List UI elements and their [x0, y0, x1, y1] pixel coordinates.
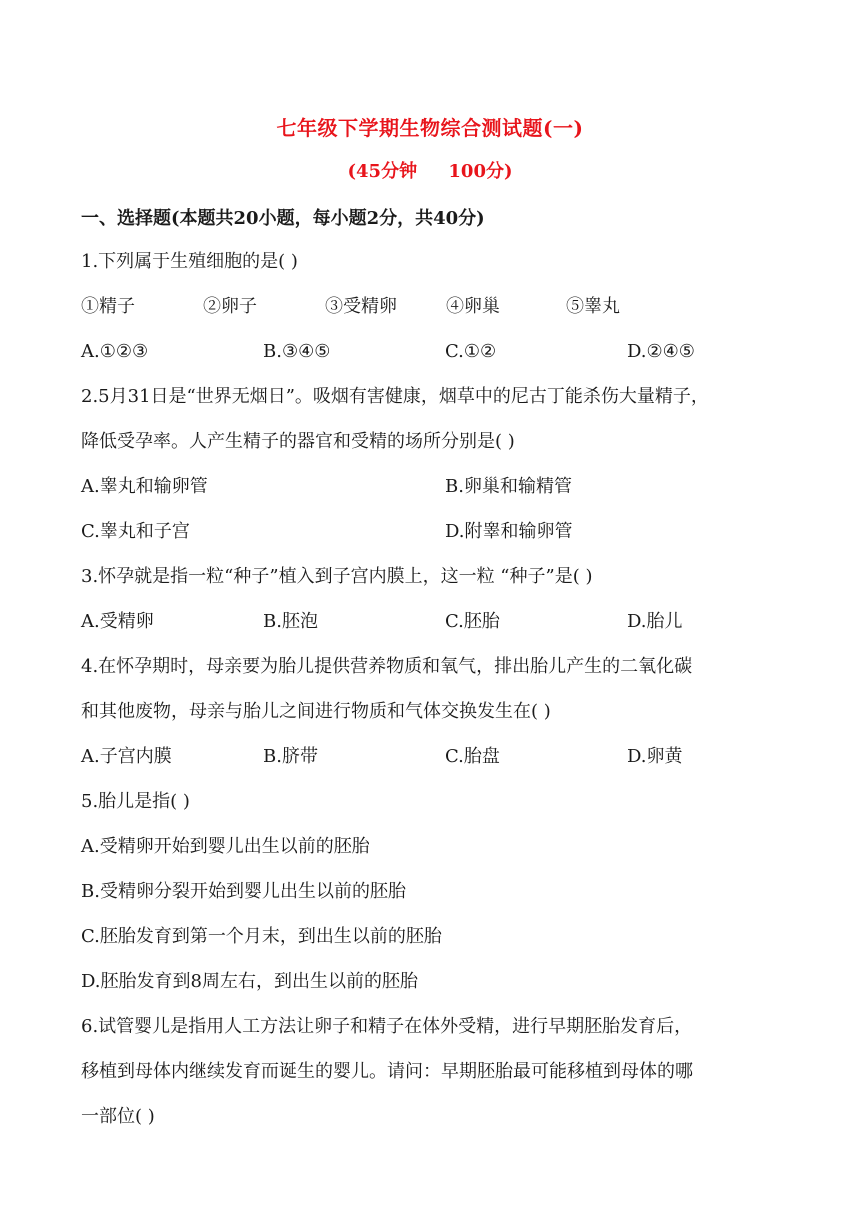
- question-4-stem-line-2: 和其他废物，母亲与胎儿之间进行物质和气体交换发生在( ): [81, 701, 551, 722]
- q2-option-d: D.附睾和输卵管: [445, 521, 573, 542]
- section-heading: 一、选择题(本题共20小题，每小题2分，共40分): [81, 208, 485, 229]
- q4-option-d: D.卵黄: [627, 746, 683, 767]
- question-2-stem-line-1: 2.5月31日是“世界无烟日”。吸烟有害健康，烟草中的尼古丁能杀伤大量精子，: [81, 386, 709, 407]
- question-4-stem-line-1: 4.在怀孕期时，母亲要为胎儿提供营养物质和氧气，排出胎儿产生的二氧化碳: [81, 656, 693, 677]
- q3-option-d: D.胎儿: [627, 611, 683, 632]
- question-1-stem: 1.下列属于生殖细胞的是( ): [81, 251, 298, 272]
- q5-option-c: C.胚胎发育到第一个月末，到出生以前的胚胎: [81, 926, 442, 947]
- question-5-stem: 5.胎儿是指( ): [81, 791, 190, 812]
- question-6-stem-line-2: 移植到母体内继续发育而诞生的婴儿。请问：早期胚胎最可能移植到母体的哪: [81, 1061, 693, 1082]
- q2-option-c: C.睾丸和子宫: [81, 521, 190, 542]
- q2-option-b: B.卵巢和输精管: [445, 476, 572, 497]
- q1-item-4: ④卵巢: [446, 296, 500, 317]
- q5-option-d: D.胚胎发育到8周左右，到出生以前的胚胎: [81, 971, 418, 992]
- q3-option-c: C.胚胎: [445, 611, 500, 632]
- page-subtitle: (45分钟 100分): [347, 161, 513, 182]
- q5-option-a: A.受精卵开始到婴儿出生以前的胚胎: [81, 836, 370, 857]
- question-6-stem-line-3: 一部位( ): [81, 1106, 155, 1127]
- question-2-stem-line-2: 降低受孕率。人产生精子的器官和受精的场所分别是( ): [81, 431, 515, 452]
- q5-option-b: B.受精卵分裂开始到婴儿出生以前的胚胎: [81, 881, 406, 902]
- q3-option-b: B.胚泡: [263, 611, 318, 632]
- q1-item-2: ②卵子: [203, 296, 257, 317]
- q4-option-a: A.子宫内膜: [81, 746, 172, 767]
- question-6-stem-line-1: 6.试管婴儿是指用人工方法让卵子和精子在体外受精，进行早期胚胎发育后，: [81, 1016, 693, 1037]
- q1-item-3: ③受精卵: [325, 296, 397, 317]
- q1-option-c: C.①②: [445, 341, 497, 362]
- q4-option-c: C.胎盘: [445, 746, 500, 767]
- q1-option-d: D.②④⑤: [627, 341, 695, 362]
- question-3-stem: 3.怀孕就是指一粒“种子”植入到子宫内膜上，这一粒 “种子”是( ): [81, 566, 593, 587]
- q3-option-a: A.受精卵: [81, 611, 154, 632]
- q4-option-b: B.脐带: [263, 746, 318, 767]
- q1-item-5: ⑤睾丸: [566, 296, 620, 317]
- q2-option-a: A.睾丸和输卵管: [81, 476, 208, 497]
- q1-option-a: A.①②③: [81, 341, 149, 362]
- q1-item-1: ①精子: [81, 296, 135, 317]
- q1-option-b: B.③④⑤: [263, 341, 331, 362]
- page-title: 七年级下学期生物综合测试题(一): [276, 116, 584, 140]
